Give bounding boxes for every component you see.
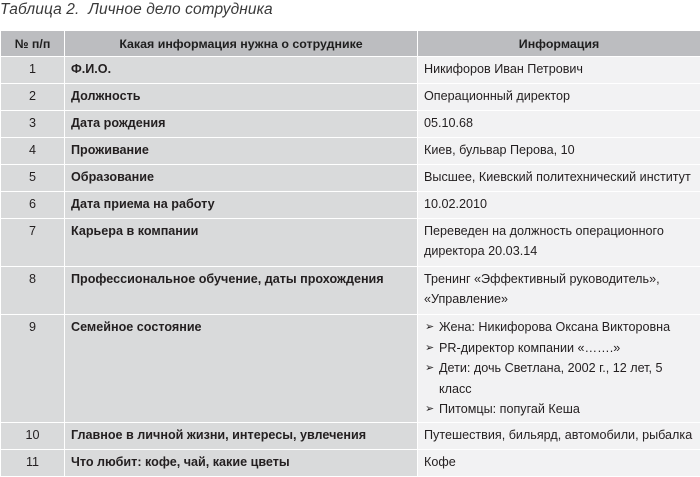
- row-answer: Операционный директор: [418, 84, 700, 111]
- row-number: 1: [1, 57, 65, 84]
- row-question: Дата приема на работу: [65, 192, 418, 219]
- employee-file-table: [0, 30, 700, 477]
- row-question: Главное в личной жизни, интересы, увлечения: [65, 422, 418, 449]
- arrow-bullet-icon: ➢: [425, 338, 434, 359]
- row-answer: Киев, бульвар Перова, 10: [418, 138, 700, 165]
- row-question: Семейное состояние: [65, 315, 418, 423]
- row-number: 7: [1, 219, 65, 267]
- arrow-bullet-icon: ➢: [425, 399, 434, 420]
- list-item-text: Дети: дочь Светлана, 2002 г., 12 лет, 5 класс: [439, 361, 663, 396]
- header-information: Информация: [418, 31, 700, 57]
- row-question: Профессиональное обучение, даты прохождения: [65, 267, 418, 315]
- row-answer: Никифоров Иван Петрович: [418, 57, 700, 84]
- row-answer: 05.10.68: [418, 111, 700, 138]
- list-item-text: Жена: Никифорова Оксана Викторовна: [439, 320, 670, 334]
- table-row: [1, 84, 700, 111]
- row-question: Образование: [65, 165, 418, 192]
- row-question: Ф.И.О.: [65, 57, 418, 84]
- list-item-text: PR-директор компании «…….»: [439, 341, 620, 355]
- row-number: 9: [1, 315, 65, 423]
- row-number: 11: [1, 449, 65, 476]
- row-answer: Высшее, Киевский политехнический институт: [418, 165, 700, 192]
- table-row: [1, 219, 700, 267]
- list-item-text: Питомцы: попугай Кеша: [439, 402, 580, 416]
- arrow-bullet-icon: ➢: [425, 317, 434, 338]
- row-question: Что любит: кофе, чай, какие цветы: [65, 449, 418, 476]
- row-answer: [418, 315, 700, 423]
- row-number: 6: [1, 192, 65, 219]
- row-number: 2: [1, 84, 65, 111]
- table-row: [1, 449, 700, 476]
- table-row: [1, 57, 700, 84]
- table-row: [1, 192, 700, 219]
- table-row: [1, 315, 700, 423]
- row-number: 5: [1, 165, 65, 192]
- header-row: [1, 31, 700, 57]
- row-answer: Переведен на должность операционного директора 20.03.14: [418, 219, 700, 267]
- list-item: [424, 399, 694, 420]
- table-row: [1, 138, 700, 165]
- header-number: № п/п: [1, 31, 65, 57]
- row-answer: Кофе: [418, 449, 700, 476]
- table-row: [1, 267, 700, 315]
- row-answer: Тренинг «Эффективный руководитель», «Управление»: [418, 267, 700, 315]
- caption-title: Личное дело сотрудника: [88, 1, 273, 18]
- table-row: [1, 111, 700, 138]
- list-item: [424, 358, 694, 399]
- row-number: 10: [1, 422, 65, 449]
- row-number: 4: [1, 138, 65, 165]
- table-caption: [0, 1, 273, 19]
- row-number: 8: [1, 267, 65, 315]
- list-item: [424, 317, 694, 338]
- row-question: Должность: [65, 84, 418, 111]
- row-question: Дата рождения: [65, 111, 418, 138]
- header-question: Какая информация нужна о сотруднике: [65, 31, 418, 57]
- row-answer: Путешествия, бильярд, автомобили, рыбалка: [418, 422, 700, 449]
- list-item: [424, 338, 694, 359]
- table-row: [1, 422, 700, 449]
- row-number: 3: [1, 111, 65, 138]
- arrow-bullet-icon: ➢: [425, 358, 434, 379]
- row-answer: 10.02.2010: [418, 192, 700, 219]
- family-status-list: [424, 317, 694, 420]
- table-row: [1, 165, 700, 192]
- row-question: Карьера в компании: [65, 219, 418, 267]
- row-question: Проживание: [65, 138, 418, 165]
- caption-label: Таблица 2.: [0, 1, 79, 18]
